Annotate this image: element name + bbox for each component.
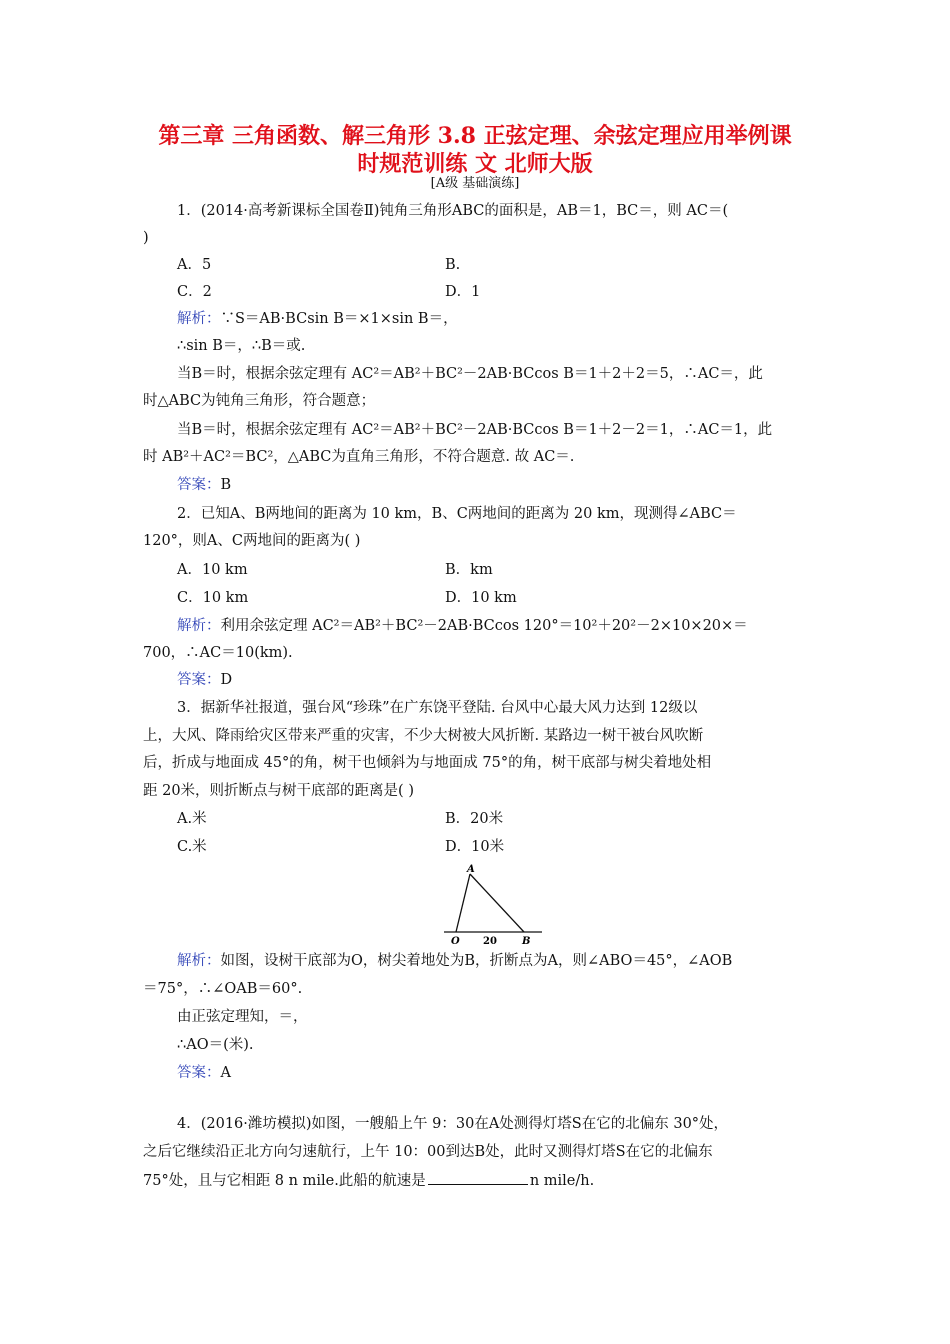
q3-option-a: A.米 xyxy=(177,811,207,827)
figure-label-o: O xyxy=(451,936,460,946)
q1-solution-line-2: ∴sin B＝，∴B＝或. xyxy=(177,338,306,354)
q1-solution-line-5: 当B＝时，根据余弦定理有 AC²＝AB²＋BC²－2AB·BCcos B＝1＋2－2＝1，∴AC＝1，此 xyxy=(177,422,773,438)
q2-stem-line-2: 120°，则A、C两地间的距离为( ) xyxy=(143,533,361,549)
q3-solution-line-1 xyxy=(177,951,811,971)
figure-label-distance: 20 xyxy=(483,936,497,946)
q3-answer-value: A xyxy=(220,1065,231,1081)
q2-solution-line-2: 700，∴AC＝10(km). xyxy=(143,645,293,661)
q2-option-b: B．km xyxy=(445,562,493,578)
q2-option-d: D．10 km xyxy=(445,590,517,606)
figure-side-oa xyxy=(456,874,470,932)
q1-stem-line-2: ) xyxy=(143,230,149,246)
q2-answer xyxy=(177,670,811,690)
q3-option-c: C.米 xyxy=(177,839,207,855)
q3-triangle-figure xyxy=(440,864,545,946)
q1-solution-line-3: 当B＝时，根据余弦定理有 AC²＝AB²＋BC²－2AB·BCcos B＝1＋2＋2＝5，∴AC＝，此 xyxy=(177,366,763,382)
q3-stem-line-1: 3．据新华社报道，强台风“珍珠”在广东饶平登陆. 台风中心最大风力达到 12级以 xyxy=(177,700,698,716)
q3-solution-line-3: 由正弦定理知，＝， xyxy=(177,1009,308,1025)
q4-stem-line-2: 之后它继续沿正北方向匀速航行，上午 10：00到达B处，此时又测得灯塔S在它的北偏东 xyxy=(143,1144,713,1160)
q1-solution-line-6: 时 AB²＋AC²＝BC²，△ABC为直角三角形，不符合题意. 故 AC＝. xyxy=(143,449,575,465)
q1-solution-text-1: ∵S＝AB·BCsin B＝×1×sin B＝， xyxy=(220,311,458,327)
q4-answer-blank[interactable] xyxy=(428,1170,528,1185)
q3-option-d: D．10米 xyxy=(445,839,505,855)
q1-option-b: B. xyxy=(445,257,461,273)
q3-stem-line-3: 后，折成与地面成 45°的角，树干也倾斜为与地面成 75°的角，树干底部与树尖着地处相 xyxy=(143,755,712,771)
q3-stem-line-4: 距 20米，则折断点与树干底部的距离是( ) xyxy=(143,783,414,799)
q4-stem-line-1: 4．(2016·潍坊模拟)如图，一艘船上午 9：30在A处测得灯塔S在它的北偏东 30°处， xyxy=(177,1116,729,1132)
q3-answer xyxy=(177,1063,811,1083)
q3-stem-line-2: 上，大风、降雨给灾区带来严重的灾害，不少大树被大风折断. 某路边一树干被台风吹断 xyxy=(143,728,704,744)
q1-answer-label: 答案： xyxy=(177,477,221,493)
q1-option-d: D．1 xyxy=(445,284,481,300)
q1-option-a: A．5 xyxy=(177,257,212,273)
q1-solution-label: 解析： xyxy=(177,311,221,327)
q1-option-c: C．2 xyxy=(177,284,212,300)
figure-label-b: B xyxy=(522,936,531,946)
q2-option-a: A．10 km xyxy=(177,562,248,578)
q2-solution-text-1: 利用余弦定理 AC²＝AB²＋BC²－2AB·BCcos 120°＝10²＋20²－2×10×20×＝ xyxy=(220,618,748,634)
figure-label-a: A xyxy=(467,864,475,875)
q2-answer-value: D xyxy=(220,672,233,688)
q2-option-c: C．10 km xyxy=(177,590,249,606)
q2-solution-line-1 xyxy=(177,616,811,636)
q3-answer-label: 答案： xyxy=(177,1065,221,1081)
q1-answer xyxy=(177,475,811,495)
page-title xyxy=(120,122,830,178)
q2-solution-label: 解析： xyxy=(177,618,221,634)
q2-answer-label: 答案： xyxy=(177,672,221,688)
q1-answer-value: B xyxy=(220,477,232,493)
q4-stem-unit: n mile/h. xyxy=(529,1173,595,1189)
q3-option-b: B．20米 xyxy=(445,811,504,827)
q3-solution-text-1: 如图，设树干底部为O，树尖着地处为B，折断点为A，则∠ABO＝45°，∠AOB xyxy=(220,953,733,969)
q1-stem-line-1: 1．(2014·高考新课标全国卷Ⅱ)钝角三角形ABC的面积是，AB＝1，BC＝，则 AC＝( xyxy=(177,203,729,219)
q3-solution-label: 解析： xyxy=(177,953,221,969)
q3-solution-line-2: ＝75°，∴∠OAB＝60°. xyxy=(143,981,303,997)
q3-solution-line-4: ∴AO＝(米). xyxy=(177,1037,254,1053)
q2-stem-line-1: 2．已知A、B两地间的距离为 10 km，B、C两地间的距离为 20 km，现测得∠ABC＝ xyxy=(177,506,737,522)
level-heading: [A级 基础演练] xyxy=(430,176,520,191)
q1-solution-line-1 xyxy=(177,309,811,329)
q1-solution-line-4: 时△ABC为钝角三角形，符合题意； xyxy=(143,393,376,409)
title-line-2: 时规范训练 文 北师大版 xyxy=(357,151,593,177)
title-line-1: 第三章 三角函数、解三角形 3.8 正弦定理、余弦定理应用举例课 xyxy=(158,123,792,149)
figure-side-ab xyxy=(470,874,524,932)
q4-stem-text: 75°处，且与它相距 8 n mile.此船的航速是 xyxy=(143,1173,426,1189)
q4-stem-line-3 xyxy=(143,1170,811,1191)
